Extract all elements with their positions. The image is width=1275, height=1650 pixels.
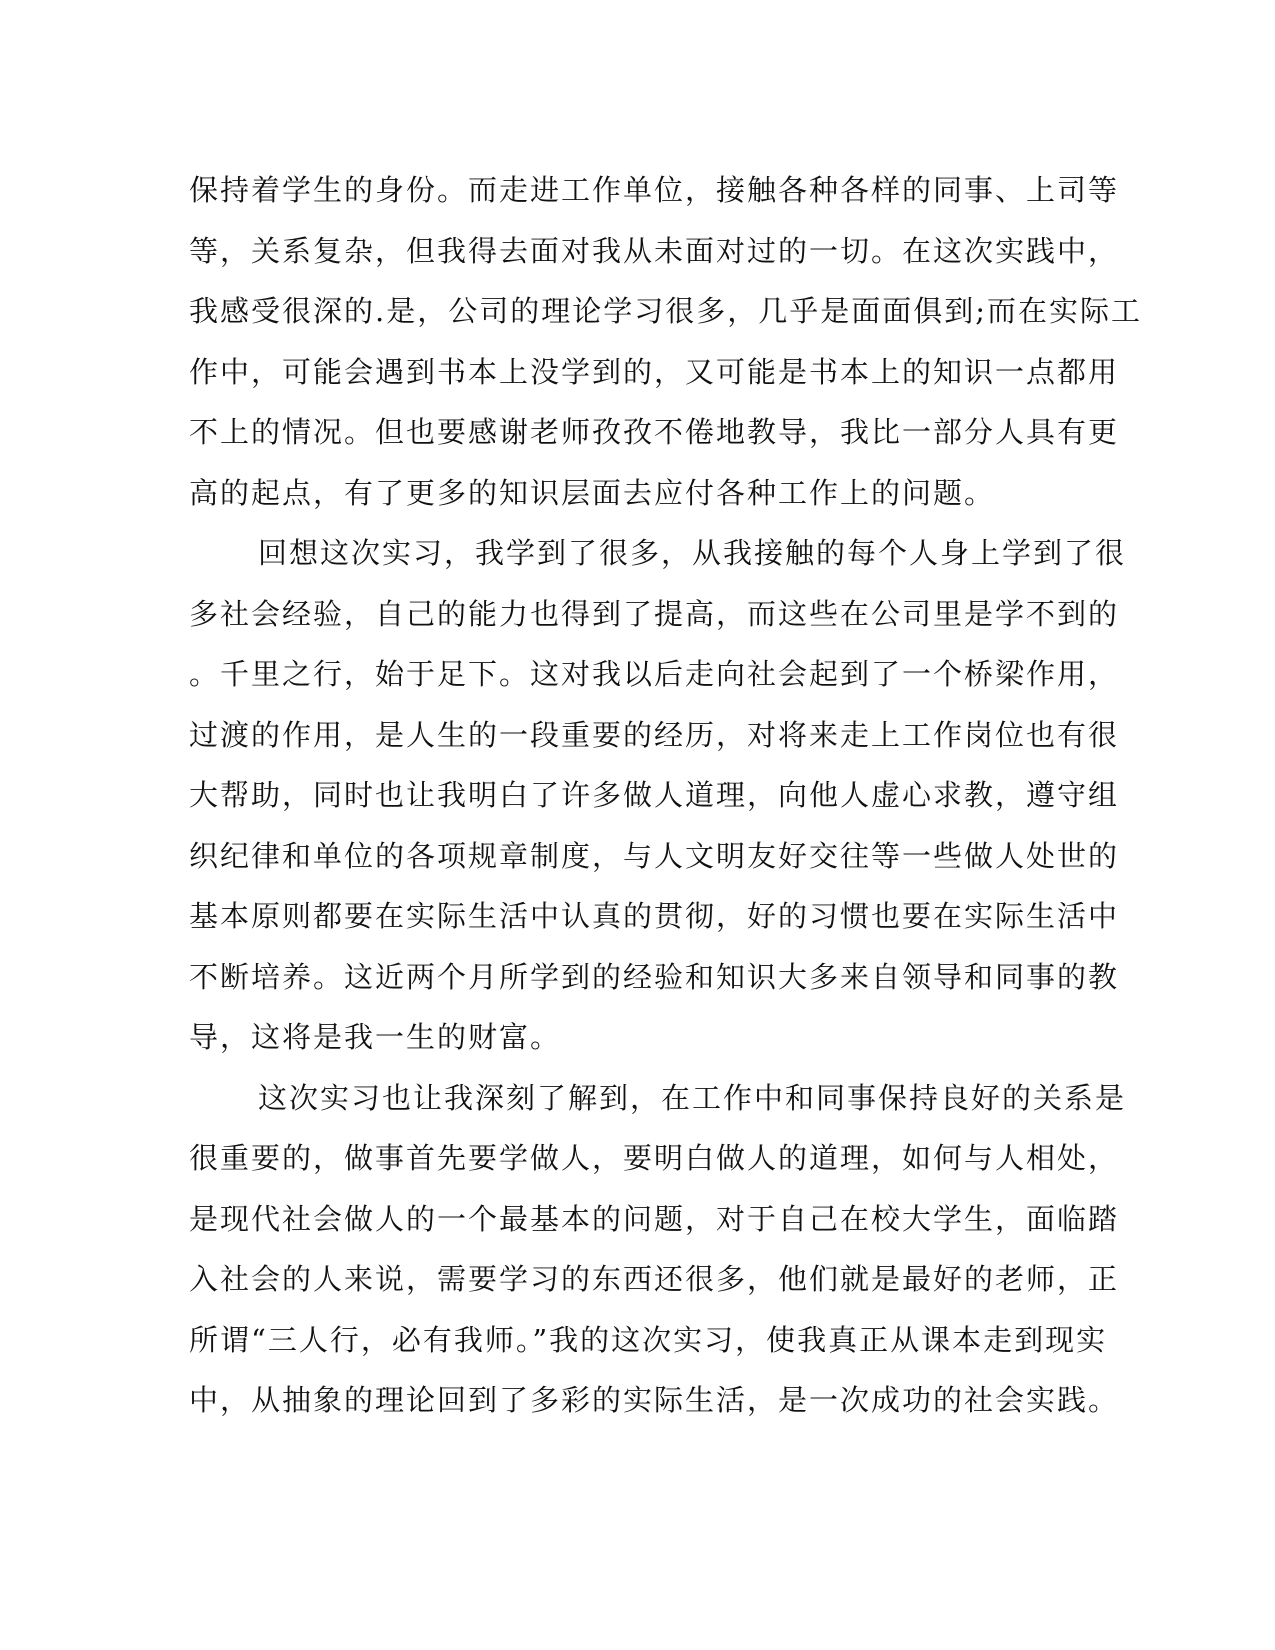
text-line: 多社会经验，自己的能力也得到了提高，而这些在公司里是学不到的 bbox=[189, 596, 1120, 631]
text-line: 作中，可能会遇到书本上没学到的，又可能是书本上的知识一点都用 bbox=[189, 354, 1120, 389]
text-line: 基本原则都要在实际生活中认真的贯彻，好的习惯也要在实际生活中 bbox=[189, 899, 1120, 933]
paragraph-start-line: 这次实习也让我深刻了解到，在工作中和同事保持良好的关系是 bbox=[258, 1080, 1127, 1115]
text-line: 入社会的人来说，需要学习的东西还很多，他们就是最好的老师，正 bbox=[189, 1262, 1120, 1296]
text-line: 导，这将是我一生的财富。 bbox=[189, 1020, 562, 1054]
text-line: 很重要的，做事首先要学做人，要明白做人的道理，如何与人相处， bbox=[189, 1141, 1120, 1175]
text-line: 不断培养。这近两个月所学到的经验和知识大多来自领导和同事的教 bbox=[189, 959, 1120, 994]
paragraph-start-line: 回想这次实习，我学到了很多，从我接触的每个人身上学到了很 bbox=[258, 536, 1127, 570]
text-line: 等，关系复杂，但我得去面对我从未面对过的一切。在这次实践中， bbox=[189, 233, 1120, 268]
text-line: 我感受很深的.是，公司的理论学习很多，几乎是面面俱到;而在实际工 bbox=[189, 294, 1142, 328]
text-line: 织纪律和单位的各项规章制度，与人文明友好交往等一些做人处世的 bbox=[189, 838, 1120, 873]
text-line: 过渡的作用，是人生的一段重要的经历，对将来走上工作岗位也有很 bbox=[189, 717, 1120, 752]
body-text bbox=[189, 160, 1142, 1431]
text-line: 。千里之行，始于足下。这对我以后走向社会起到了一个桥梁作用， bbox=[189, 657, 1120, 691]
text-line: 高的起点，有了更多的知识层面去应付各种工作上的问题。 bbox=[189, 475, 996, 510]
text-line: 中，从抽象的理论回到了多彩的实际生活，是一次成功的社会实践。 bbox=[189, 1383, 1120, 1417]
text-line: 不上的情况。但也要感谢老师孜孜不倦地教导，我比一部分人具有更 bbox=[189, 415, 1120, 449]
text-line: 保持着学生的身份。而走进工作单位，接触各种各样的同事、上司等 bbox=[189, 173, 1120, 207]
text-line: 大帮助，同时也让我明白了许多做人道理，向他人虚心求教，遵守组 bbox=[189, 778, 1120, 812]
text-line: 是现代社会做人的一个最基本的问题，对于自己在校大学生，面临踏 bbox=[189, 1201, 1120, 1236]
text-line: 所谓“三人行，必有我师。”我的这次实习，使我真正从课本走到现实 bbox=[189, 1322, 1108, 1357]
